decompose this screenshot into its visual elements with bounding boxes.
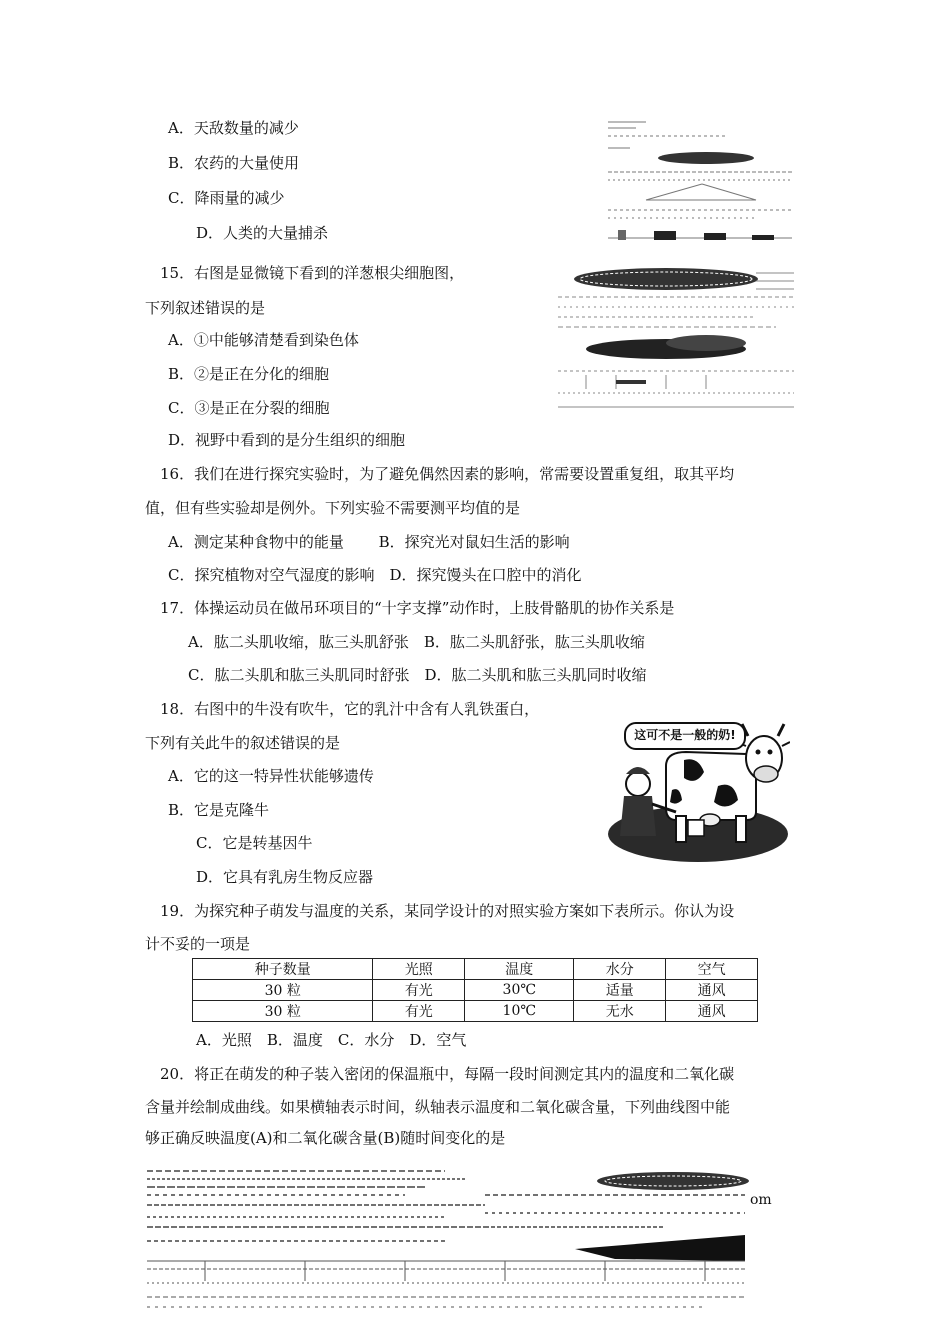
q15-stem-line2: 下列叙述错误的是 [145, 299, 266, 317]
q15-option-c: C．③是正在分裂的细胞 [168, 399, 330, 417]
q15-option-b: B．②是正在分化的细胞 [168, 365, 330, 383]
q18-option-d: D．它具有乳房生物反应器 [196, 868, 374, 886]
q16-stem-line1: 16．我们在进行探究实验时，为了避免偶然因素的影响，常需要设置重复组，取其平均 [160, 465, 735, 483]
table-header-cell: 种子数量 [193, 959, 373, 980]
q18-cow-illustration [606, 716, 790, 866]
q18-option-a: A．它的这一特异性状能够遗传 [168, 767, 374, 785]
q19-options: A．光照 B．温度 C．水分 D．空气 [196, 1031, 467, 1049]
q16-stem-line2: 值，但有些实验却是例外。下列实验不需要测平均值的是 [145, 499, 521, 517]
q17-options-ab: A．肱二头肌收缩，肱三头肌舒张 B．肱二头肌舒张，肱三头肌收缩 [188, 633, 645, 651]
table-header-cell: 光照 [373, 959, 465, 980]
table-cell: 有光 [373, 980, 465, 1001]
q19-experiment-table [192, 958, 758, 1022]
q17-options-cd: C．肱二头肌和肱三头肌同时舒张 D．肱二头肌和肱三头肌同时收缩 [188, 666, 647, 684]
q18-stem-line2: 下列有关此牛的叙述错误的是 [145, 734, 341, 752]
table-cell: 10℃ [465, 1001, 574, 1022]
table-header-cell: 温度 [465, 959, 574, 980]
q14-option-d: D．人类的大量捕杀 [196, 224, 329, 242]
q14-option-b: B．农药的大量使用 [168, 154, 300, 172]
q15-option-a: A．①中能够清楚看到染色体 [168, 331, 359, 349]
q17-stem: 17．体操运动员在做吊环项目的“十字支撑”动作时，上肢骨骼肌的协作关系是 [160, 599, 675, 617]
table-cell: 通风 [666, 1001, 758, 1022]
q15-stem-line1: 15．右图是显微镜下看到的洋葱根尖细胞图， [160, 264, 465, 282]
q15-option-d: D．视野中看到的是分生组织的细胞 [168, 431, 406, 449]
q15-microscope-figure [556, 263, 796, 423]
q20-stem-line1: 20．将正在萌发的种子装入密闭的保温瓶中，每隔一段时间测定其内的温度和二氧化碳 [160, 1065, 735, 1083]
table-cell: 30℃ [465, 980, 574, 1001]
table-cell: 适量 [574, 980, 666, 1001]
table-header-cell: 水分 [574, 959, 666, 980]
table-row [193, 1001, 758, 1022]
q18-option-c: C．它是转基因牛 [196, 834, 313, 852]
q16-options-ab: A．测定某种食物中的能量 B．探究光对鼠妇生活的影响 [168, 533, 570, 551]
table-row [193, 980, 758, 1001]
q20-stem-line3: 够正确反映温度(A)和二氧化碳含量(B)随时间变化的是 [145, 1129, 506, 1147]
q14-option-a: A．天敌数量的减少 [168, 119, 299, 137]
q20-curves-figure [145, 1165, 753, 1313]
q18-stem-line1: 18．右图中的牛没有吹牛，它的乳汁中含有人乳铁蛋白， [160, 700, 540, 718]
table-cell: 通风 [666, 980, 758, 1001]
table-cell: 无水 [574, 1001, 666, 1022]
table-cell: 有光 [373, 1001, 465, 1022]
q16-options-cd: C．探究植物对空气湿度的影响 D．探究馒头在口腔中的消化 [168, 566, 582, 584]
q20-stem-line2: 含量并绘制成曲线。如果横轴表示时间，纵轴表示温度和二氧化碳含量，下列曲线图中能 [145, 1098, 731, 1116]
q18-option-b: B．它是克隆牛 [168, 801, 270, 819]
table-cell: 30 粒 [193, 1001, 373, 1022]
watermark-text: om [750, 1192, 772, 1208]
q14-option-c: C．降雨量的减少 [168, 189, 285, 207]
q19-stem-line1: 19．为探究种子萌发与温度的关系，某同学设计的对照实验方案如下表所示。你认为设 [160, 902, 735, 920]
table-header-cell: 空气 [666, 959, 758, 980]
table-header-row [193, 959, 758, 980]
cow-speech-bubble: 这可不是一般的奶! [624, 722, 746, 750]
q19-stem-line2: 计不妥的一项是 [145, 935, 251, 953]
q14-figure [606, 118, 796, 250]
table-cell: 30 粒 [193, 980, 373, 1001]
